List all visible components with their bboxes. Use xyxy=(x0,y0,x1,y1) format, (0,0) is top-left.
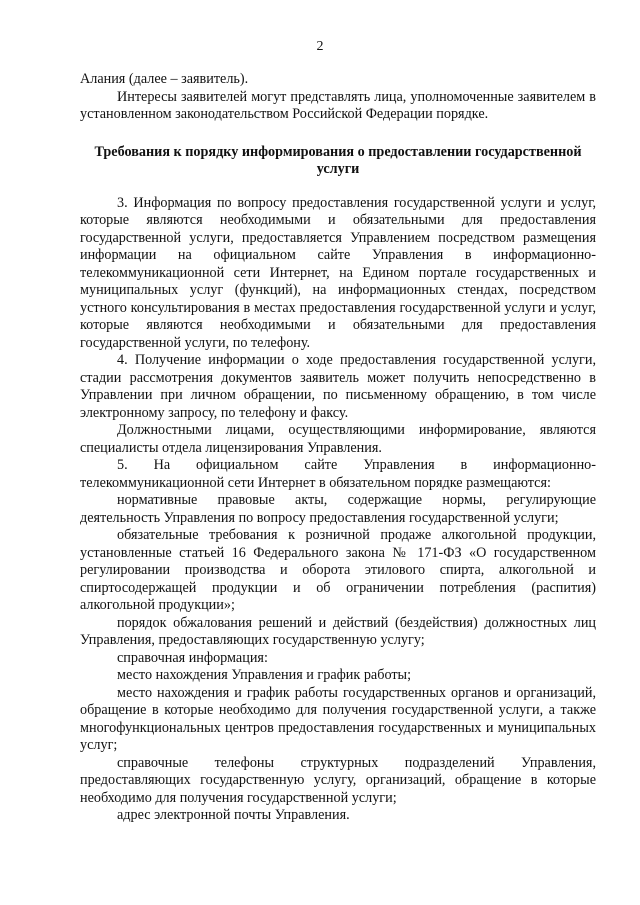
paragraph-5-website: 5. На официальном сайте Управления в информационно-телекоммуникационной сети Интернет в обязательном порядке размещаются: xyxy=(80,457,596,491)
list-item-reference-info: справочная информация: xyxy=(117,649,268,666)
paragraph-officials: Должностными лицами, осуществляющими информирование, являются специалисты отдела лицензирования Управления. xyxy=(80,422,596,456)
list-item-location-schedule: место нахождения Управления и график работы; xyxy=(117,667,412,683)
paragraph-3-information: 3. Информация по вопросу предоставления государственной услуги и услуг, которые являются необходимыми и обязательными для предоставления государственной услуги, предоставляется Управлением посредством размещения информации на официальном сайте Управления в информационно-телекоммуникационной сети Интернет, на Едином портале государственных и муниципальных услуг (функций), на информационных стендах, посредством устного консультирования в местах предоставления государственной услуги и услуг, которые являются необходимыми и обязательными для предоставления государственной услуги, по телефону. xyxy=(80,194,596,351)
list-item-email: адрес электронной почты Управления. xyxy=(117,807,350,823)
paragraph-4-progress-info: 4. Получение информации о ходе предоставления государственной услуги, стадии рассмотрения документов заявитель может получить непосредственно в Управлении при личном обращении, по письменному обращению, в том числе электронному запросу, по телефону и факсу. xyxy=(80,352,596,421)
list-item-appeal-procedure: порядок обжалования решений и действий (бездействия) должностных лиц Управления, предоставляющих государственную услугу; xyxy=(80,614,596,648)
section-heading: Требования к порядку информирования о предоставлении государственной услуги xyxy=(94,143,582,177)
document-body xyxy=(80,71,596,825)
list-item-phones: справочные телефоны структурных подразделений Управления, предоставляющих государственную услугу, организаций, обращение в которые необходимо для получения государственной услуги; xyxy=(80,754,596,806)
list-item-mandatory-requirements: обязательные требования к розничной продаже алкогольной продукции, установленные статьей 16 Федерального закона № 171-ФЗ «О государственном регулировании производства и оборота этилового спирта, алкогольной и спиртосодержащей продукции и об ограничении потребления (распития) алкогольной продукции»; xyxy=(80,527,596,613)
continuation-line: Алания (далее – заявитель). xyxy=(80,71,249,87)
list-item-normative-acts: нормативные правовые акты, содержащие нормы, регулирующие деятельность Управления по вопросу предоставления государственной услуги; xyxy=(80,492,596,526)
page-number: 2 xyxy=(316,39,324,54)
representatives-paragraph: Интересы заявителей могут представлять лица, уполномоченные заявителем в установленном законодательством Российской Федерации порядке. xyxy=(80,88,596,122)
list-item-agencies-location: место нахождения и график работы государственных органов и организаций, обращение в которые необходимо для получения государственной услуги, а также многофункциональных центров предоставления государственных и муниципальных услуг; xyxy=(80,684,596,753)
